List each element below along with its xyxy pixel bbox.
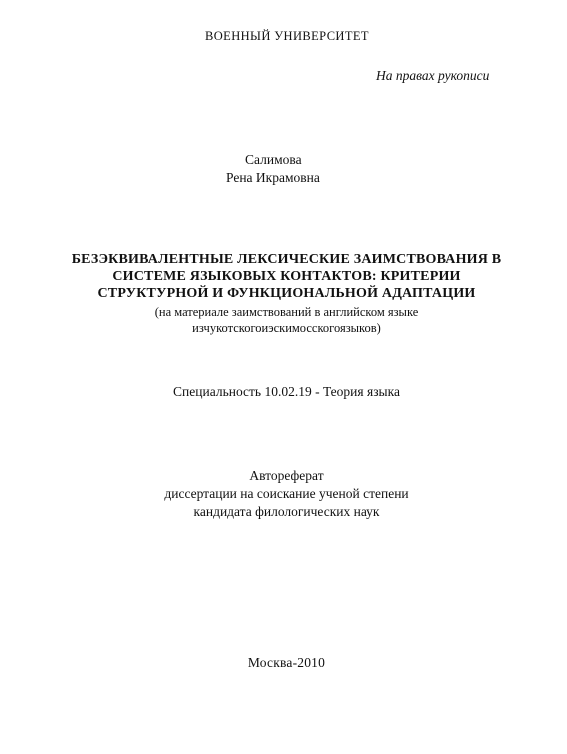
abstract-label: Автореферат xyxy=(249,468,324,483)
dissertation-title-line-1: БЕЗЭКВИВАЛЕНТНЫЕ ЛЕКСИЧЕСКИЕ ЗАИМСТВОВАНИЯ В xyxy=(71,252,502,267)
dissertation-subtitle-line-2: изчукотскогоиэскимосскогоязыков) xyxy=(192,321,381,335)
city-and-year: Москва-2010 xyxy=(247,655,326,670)
dissertation-title-line-2: СИСТЕМЕ ЯЗЫКОВЫХ КОНТАКТОВ: КРИТЕРИИ xyxy=(112,269,461,284)
author-surname: Салимова xyxy=(245,152,302,167)
institution-name: ВОЕННЫЙ УНИВЕРСИТЕТ xyxy=(205,29,369,43)
abstract-degree-line: диссертации на соискание ученой степени xyxy=(164,486,409,501)
dissertation-title-line-3: СТРУКТУРНОЙ И ФУНКЦИОНАЛЬНОЙ АДАПТАЦИИ xyxy=(97,286,476,301)
dissertation-subtitle-line-1: (на материале заимствований в английском языке xyxy=(154,305,419,319)
abstract-field-line: кандидата филологических наук xyxy=(193,504,380,519)
author-given-names: Рена Икрамовна xyxy=(226,170,320,185)
specialty-code: Специальность 10.02.19 - Теория языка xyxy=(173,384,400,399)
rights-note: На правах рукописи xyxy=(376,68,490,83)
